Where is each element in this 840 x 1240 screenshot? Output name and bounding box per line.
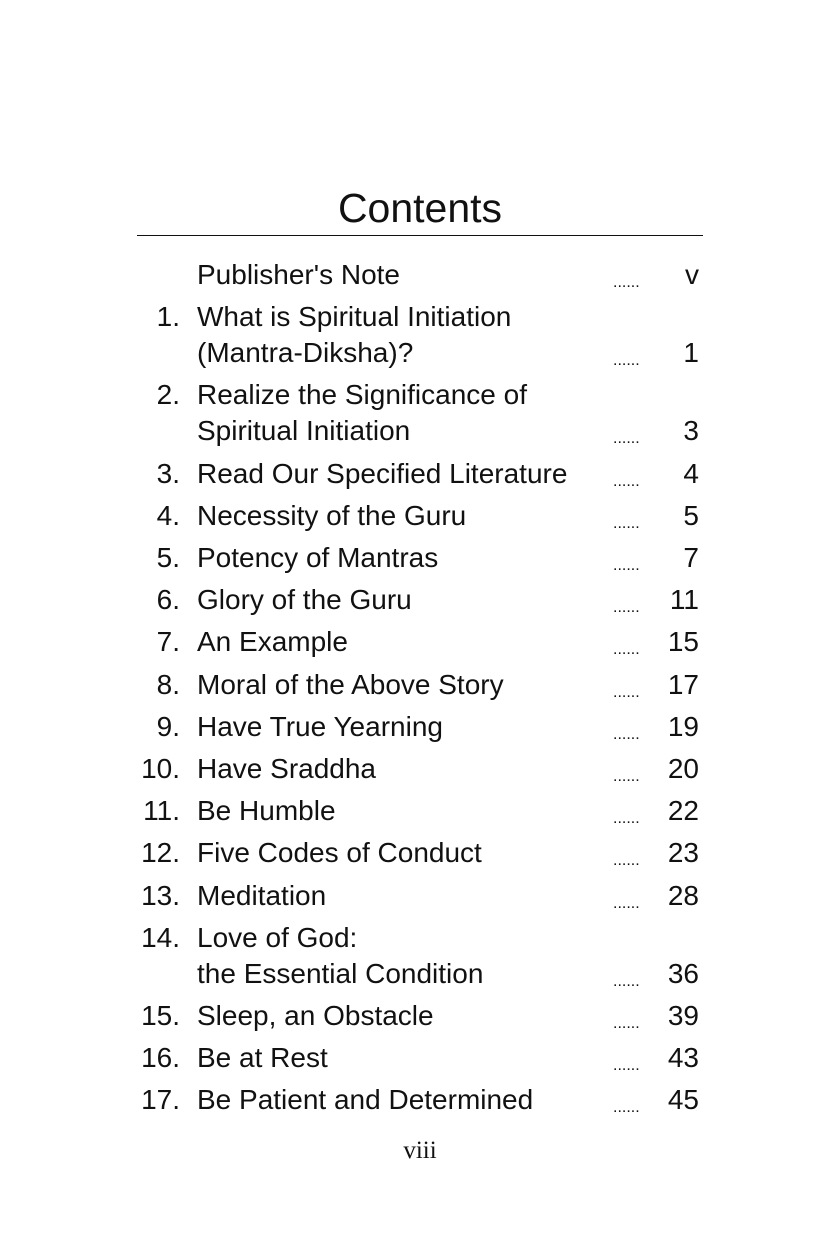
toc-entry-title: (Mantra-Diksha)?	[197, 337, 414, 369]
dot-leader: ......	[613, 599, 640, 617]
dot-leader: ......	[613, 972, 640, 990]
toc-entry-number: 2.	[156, 379, 180, 411]
toc-entry-number: 10.	[141, 753, 180, 784]
page-number-footer: viii	[403, 1137, 437, 1164]
toc-entry-page: 20	[667, 753, 699, 784]
toc-entry-number: 6.	[156, 584, 180, 616]
dot-leader: ......	[613, 352, 640, 370]
toc-entry-page: 45	[667, 1084, 699, 1116]
toc-entry-page: 5	[683, 499, 699, 531]
toc-entry-title: Have True Yearning	[197, 710, 443, 742]
dot-leader: ......	[613, 894, 640, 912]
toc-entry-page: 1	[683, 337, 699, 369]
page-title: Contents	[337, 185, 503, 231]
toc-entry-page: v	[685, 259, 699, 290]
dot-leader: ......	[613, 274, 640, 291]
toc-entry-page: 22	[667, 795, 699, 827]
toc-entry-page: 17	[667, 668, 699, 700]
toc-entry-number: 15.	[141, 1000, 180, 1031]
toc-entry-title: Potency of Mantras	[197, 542, 439, 573]
toc-entry-title: Publisher's Note	[197, 259, 400, 290]
dot-leader: ......	[613, 1057, 640, 1075]
toc-entry-title: An Example	[197, 626, 348, 658]
toc-entry-number: 11.	[143, 795, 180, 827]
toc-entry-title: Meditation	[197, 879, 327, 911]
toc-entry-page: 4	[683, 457, 699, 489]
toc-entry-title: Be Patient and Determined	[197, 1084, 534, 1116]
toc-entry-page: 23	[667, 837, 699, 869]
toc-entry-number: 16.	[141, 1042, 180, 1074]
toc-entry-number: 1.	[156, 301, 180, 333]
dot-leader: ......	[613, 472, 640, 490]
toc-entry-page: 36	[667, 957, 699, 989]
toc-entry-title: the Essential Condition	[197, 957, 484, 989]
toc-entry-title: Spiritual Initiation	[197, 415, 411, 447]
toc-entry-page: 43	[667, 1042, 699, 1074]
dot-leader: ......	[613, 1099, 640, 1117]
dot-leader: ......	[613, 557, 640, 574]
toc-entry-title: Necessity of the Guru	[197, 499, 467, 531]
dot-leader: ......	[613, 810, 640, 828]
toc-entry-title: What is Spiritual Initiation	[197, 301, 512, 333]
dot-leader: ......	[613, 430, 640, 448]
dot-leader: ......	[613, 852, 640, 870]
toc-entry-number: 4.	[156, 499, 180, 531]
toc-entry-number: 8.	[156, 668, 180, 700]
toc-entry-number: 5.	[156, 542, 180, 573]
toc-entry-page: 39	[667, 1000, 699, 1031]
toc-entry-page: 3	[683, 415, 699, 447]
toc-entry-title: Realize the Significance of	[197, 379, 527, 411]
toc-entry-number: 17.	[141, 1084, 180, 1116]
toc-entry-page: 15	[667, 626, 699, 658]
toc-entry-number: 7.	[156, 626, 180, 658]
toc-entry-number: 13.	[141, 879, 180, 911]
toc-entry-page: 7	[683, 542, 699, 573]
dot-leader: ......	[613, 725, 640, 743]
toc-entry-title: Five Codes of Conduct	[197, 837, 482, 869]
toc-entry-title: Moral of the Above Story	[197, 668, 504, 700]
dot-leader: ......	[613, 514, 640, 532]
dot-leader: ......	[613, 1015, 640, 1032]
toc-entry-page: 28	[667, 879, 699, 911]
toc-entry-page: 11	[669, 584, 699, 616]
toc-entry-number: 14.	[141, 921, 180, 953]
toc-entry-title: Sleep, an Obstacle	[197, 1000, 434, 1031]
toc-entry-number: 3.	[156, 457, 180, 489]
toc-entry-title: Be at Rest	[197, 1042, 328, 1074]
dot-leader: ......	[613, 768, 640, 785]
toc-entry-title: Glory of the Guru	[197, 584, 412, 616]
toc-entry-title: Love of God:	[197, 921, 358, 953]
toc-entry-number: 12.	[141, 837, 180, 869]
toc-entry-page: 19	[667, 710, 699, 742]
dot-leader: ......	[613, 683, 640, 701]
toc-entry-title: Read Our Specified Literature	[197, 457, 568, 489]
toc-entry-title: Be Humble	[197, 795, 336, 827]
toc-entry-number: 9.	[156, 710, 180, 742]
toc-entry-title: Have Sraddha	[197, 753, 377, 784]
dot-leader: ......	[613, 641, 640, 659]
